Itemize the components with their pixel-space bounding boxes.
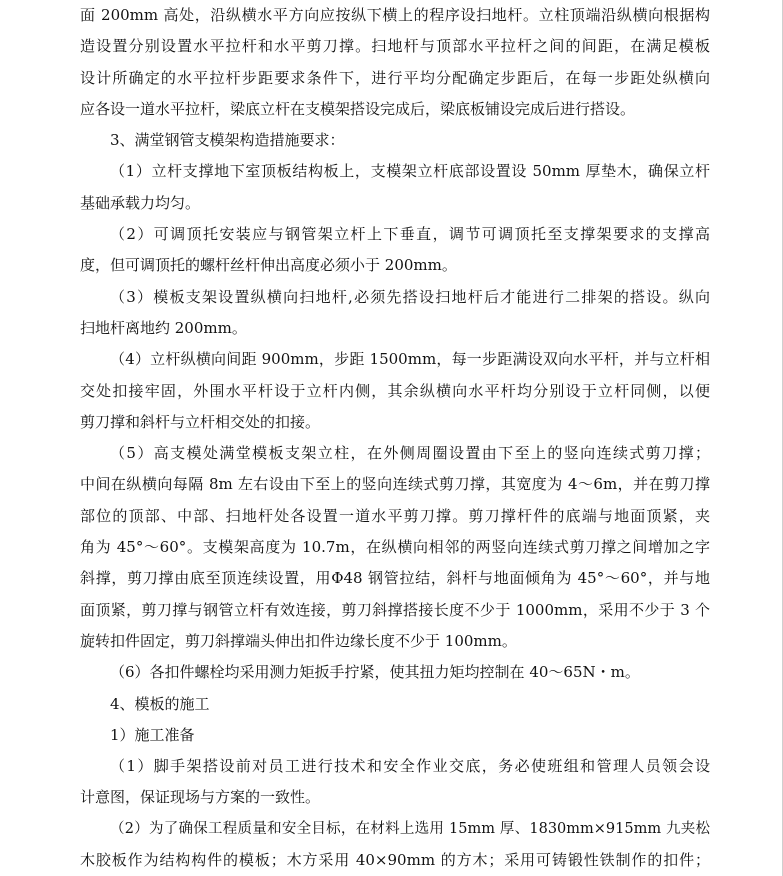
text-line: （1）脚手架搭设前对员工进行技术和安全作业交底，务必使班组和管理人员领会设 <box>110 757 710 776</box>
text-line: 计意图，保证现场与方案的一致性。 <box>80 788 321 807</box>
text-line: （5）高支模处满堂模板支架立柱，在外侧周圈设置由下至上的竖向连续式剪刀撑； <box>110 444 710 463</box>
text-line: 造设置分别设置水平拉杆和水平剪刀撑。扫地杆与顶部水平拉杆之间的间距，在满足模板 <box>80 37 710 56</box>
text-line: 面顶紧，剪刀撑与钢管立杆有效连接，剪刀斜撑搭接长度不少于 1000mm，采用不少于 3 个 <box>80 600 710 619</box>
text-line: 旋转扣件固定，剪刀斜撑端头伸出扣件边缘长度不少于 100mm。 <box>80 631 517 650</box>
subsection-heading: 1）施工准备 <box>110 725 195 744</box>
text-line: （1）立杆支撑地下室顶板结构板上，支模架立杆底部设置设 50mm 厚垫木，确保立杆 <box>110 162 710 181</box>
section-heading: 3、满堂钢管支模架构造措施要求： <box>110 131 345 150</box>
text-line: 扫地杆离地约 200mm。 <box>80 318 247 337</box>
text-line: 木胶板作为结构构件的模板；木方采用 40×90mm 的方木；采用可铸锻性铁制作的扣件； <box>80 851 710 870</box>
text-line: 中间在纵横向每隔 8m 左右设由下至上的竖向连续式剪刀撑，其宽度为 4～6m，并在剪刀撑 <box>80 475 710 494</box>
text-line: 交处扣接牢固，外围水平杆设于立杆内侧，其余纵横向水平杆均分别设于立杆同侧，以便 <box>80 381 710 400</box>
text-line: 应各设一道水平拉杆，梁底立杆在支模架搭设完成后，梁底板铺设完成后进行搭设。 <box>80 99 636 118</box>
text-line: （4）立杆纵横向间距 900mm，步距 1500mm，每一步距满设双向水平杆，并与立杆相 <box>110 350 710 369</box>
document-body <box>80 0 710 876</box>
text-line: 角为 45°～60°。支模架高度为 10.7m，在纵横向相邻的两竖向连续式剪刀撑之间增加之字 <box>80 538 710 557</box>
section-heading: 4、模板的施工 <box>110 694 210 713</box>
text-line: （2）为了确保工程质量和安全目标，在材料上选用 15mm 厚、1830mm×915mm 九夹松 <box>110 820 710 837</box>
text-line: 剪刀撑和斜杆与立杆相交处的扣接。 <box>80 412 321 431</box>
text-line: （6）各扣件螺栓均采用测力矩扳手拧紧，使其扭力矩均控制在 40～65N・m。 <box>110 663 640 682</box>
text-line: （2）可调顶托安装应与钢管架立杆上下垂直，调节可调顶托至支撑架要求的支撑高 <box>110 225 710 244</box>
text-line: 设计所确定的水平拉杆步距要求条件下，进行平均分配确定步距后，在每一步距处纵横向 <box>80 68 710 87</box>
text-line: （3）模板支架设置纵横向扫地杆,必须先搭设扫地杆后才能进行二排架的搭设。纵向 <box>110 287 710 306</box>
text-line: 部位的顶部、中部、扫地杆处各设置一道水平剪刀撑。剪刀撑杆件的底端与地面顶紧，夹 <box>80 506 710 525</box>
text-line: 度，但可调顶托的螺杆丝杆伸出高度必须小于 200mm。 <box>80 256 457 275</box>
text-line: 基础承载力均匀。 <box>80 193 201 212</box>
text-line: 斜撑，剪刀撑由底至顶连续设置，用Φ48 钢管拉结，斜杆与地面倾角为 45°～60°，并与地 <box>80 569 710 588</box>
text-line: 面 200mm 高处，沿纵横水平方向应按纵下横上的程序设扫地杆。立柱顶端沿纵横向根据构 <box>80 6 710 24</box>
